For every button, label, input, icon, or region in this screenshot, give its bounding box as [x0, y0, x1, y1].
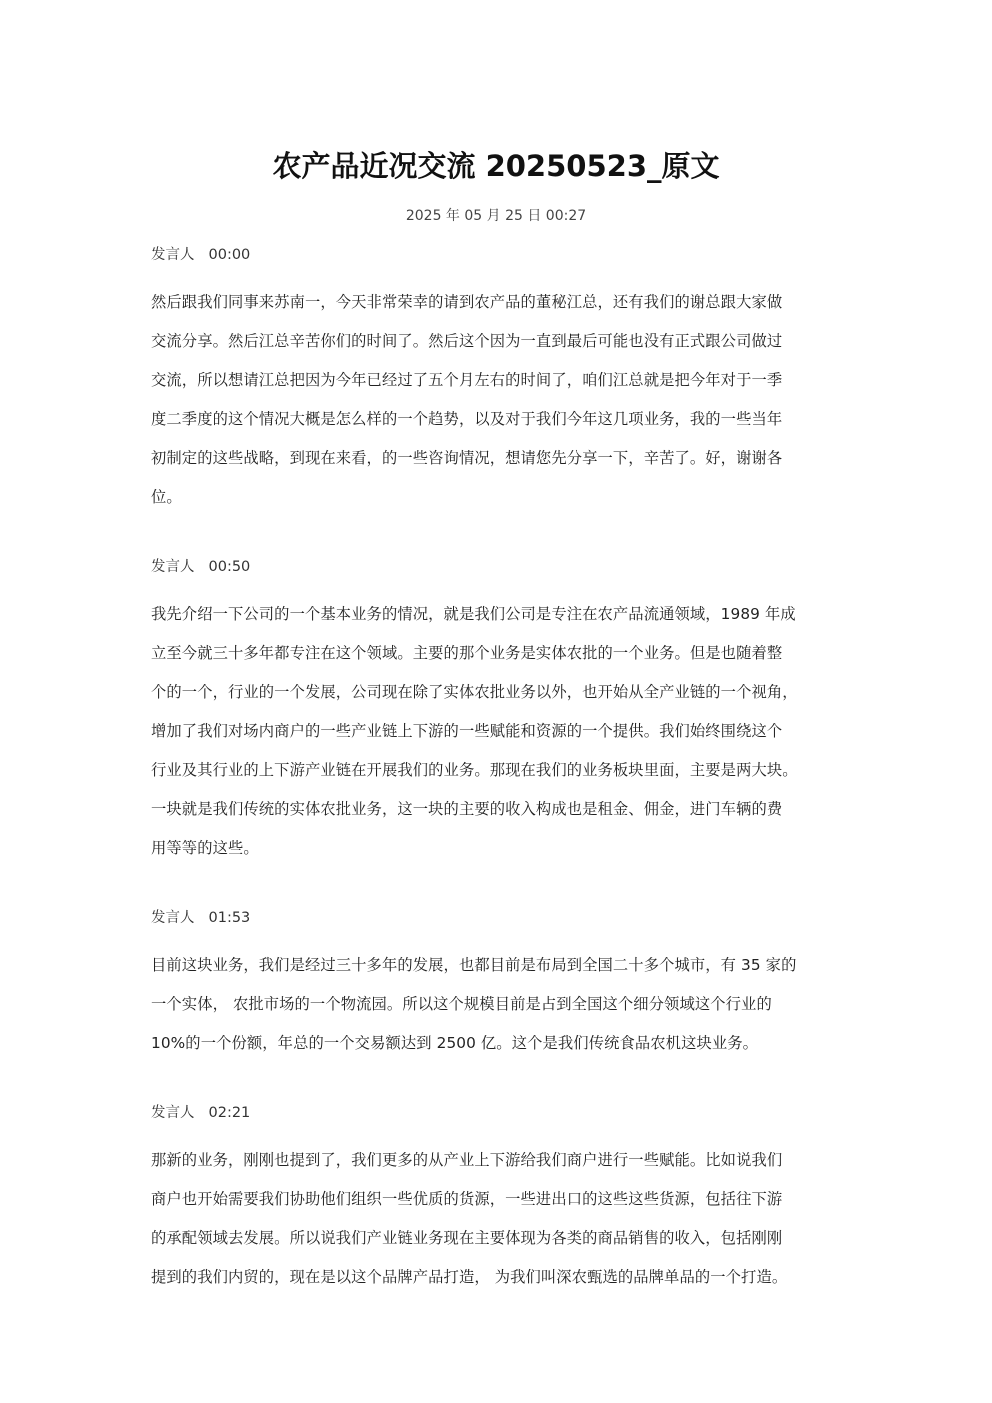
paragraph-line: 商户也开始需要我们协助他们组织一些优质的货源，一些进出口的这些这些货源，包括往下游 — [151, 1190, 783, 1208]
speaker-header — [151, 556, 843, 578]
transcript-paragraph — [151, 595, 843, 868]
paragraph-line: 个的一个，行业的一个发展，公司现在除了实体农批业务以外，也开始从全产业链的一个视角， — [151, 683, 798, 701]
speaker-header — [151, 1102, 843, 1124]
speaker-label: 发言人 — [151, 1105, 195, 1121]
transcript-paragraph — [151, 1141, 843, 1297]
paragraph-line: 增加了我们对场内商户的一些产业链上下游的一些赋能和资源的一个提供。我们始终围绕这个 — [151, 722, 783, 740]
paragraph-line: 一块就是我们传统的实体农批业务，这一块的主要的收入构成也是租金、佣金，进门车辆的费 — [151, 800, 783, 818]
timestamp: 02:21 — [208, 1105, 251, 1121]
transcript-section — [151, 1102, 843, 1297]
paragraph-line: 那新的业务，刚刚也提到了，我们更多的从产业上下游给我们商户进行一些赋能。比如说我们 — [151, 1151, 783, 1169]
paragraph-line: 立至今就三十多年都专注在这个领域。主要的那个业务是实体农批的一个业务。但是也随着整 — [151, 644, 783, 662]
speaker-label: 发言人 — [151, 910, 195, 926]
paragraph-line: 目前这块业务，我们是经过三十多年的发展，也都目前是布局到全国二十多个城市，有 35 家的 — [151, 956, 797, 974]
document-title: 农产品近况交流 20250523_原文 — [272, 149, 720, 183]
timestamp: 00:50 — [208, 559, 251, 575]
speaker-label: 发言人 — [151, 247, 195, 263]
timestamp: 01:53 — [208, 910, 251, 926]
transcript-section — [151, 556, 843, 868]
paragraph-line: 行业及其行业的上下游产业链在开展我们的业务。那现在我们的业务板块里面，主要是两大块。 — [151, 761, 798, 779]
timestamp: 00:00 — [208, 247, 251, 263]
transcript-paragraph — [151, 946, 843, 1063]
paragraph-line: 10%的一个份额，年总的一个交易额达到 2500 亿。这个是我们传统食品农机这块业务。 — [151, 1034, 759, 1052]
paragraph-line: 交流，所以想请江总把因为今年已经过了五个月左右的时间了，咱们江总就是把今年对于一季 — [151, 371, 783, 389]
paragraph-line: 位。 — [151, 488, 182, 506]
paragraph-line: 初制定的这些战略，到现在来看，的一些咨询情况，想请您先分享一下，辛苦了。好，谢谢各 — [151, 449, 783, 467]
speaker-label: 发言人 — [151, 559, 195, 575]
transcript-paragraph — [151, 283, 843, 517]
speaker-header — [151, 907, 843, 929]
paragraph-line: 交流分享。然后江总辛苦你们的时间了。然后这个因为一直到最后可能也没有正式跟公司做过 — [151, 332, 783, 350]
transcript-section — [151, 907, 843, 1063]
paragraph-line: 度二季度的这个情况大概是怎么样的一个趋势，以及对于我们今年这几项业务，我的一些当年 — [151, 410, 783, 428]
speaker-header — [151, 244, 843, 266]
paragraph-line: 用等等的这些。 — [151, 839, 259, 857]
paragraph-line: 提到的我们内贸的，现在是以这个品牌产品打造， 为我们叫深农甄选的品牌单品的一个打造。 — [151, 1268, 788, 1286]
paragraph-line: 的承配领域去发展。所以说我们产业链业务现在主要体现为各类的商品销售的收入，包括刚刚 — [151, 1229, 783, 1247]
paragraph-line: 然后跟我们同事来苏南一，今天非常荣幸的请到农产品的董秘江总，还有我们的谢总跟大家做 — [151, 293, 783, 311]
document-date: 2025 年 05 月 25 日 00:27 — [405, 208, 587, 224]
paragraph-line: 我先介绍一下公司的一个基本业务的情况，就是我们公司是专注在农产品流通领域，1989 年成 — [151, 605, 796, 623]
transcript-section — [151, 244, 843, 517]
paragraph-line: 一个实体， 农批市场的一个物流园。所以这个规模目前是占到全国这个细分领域这个行业的 — [151, 995, 772, 1013]
